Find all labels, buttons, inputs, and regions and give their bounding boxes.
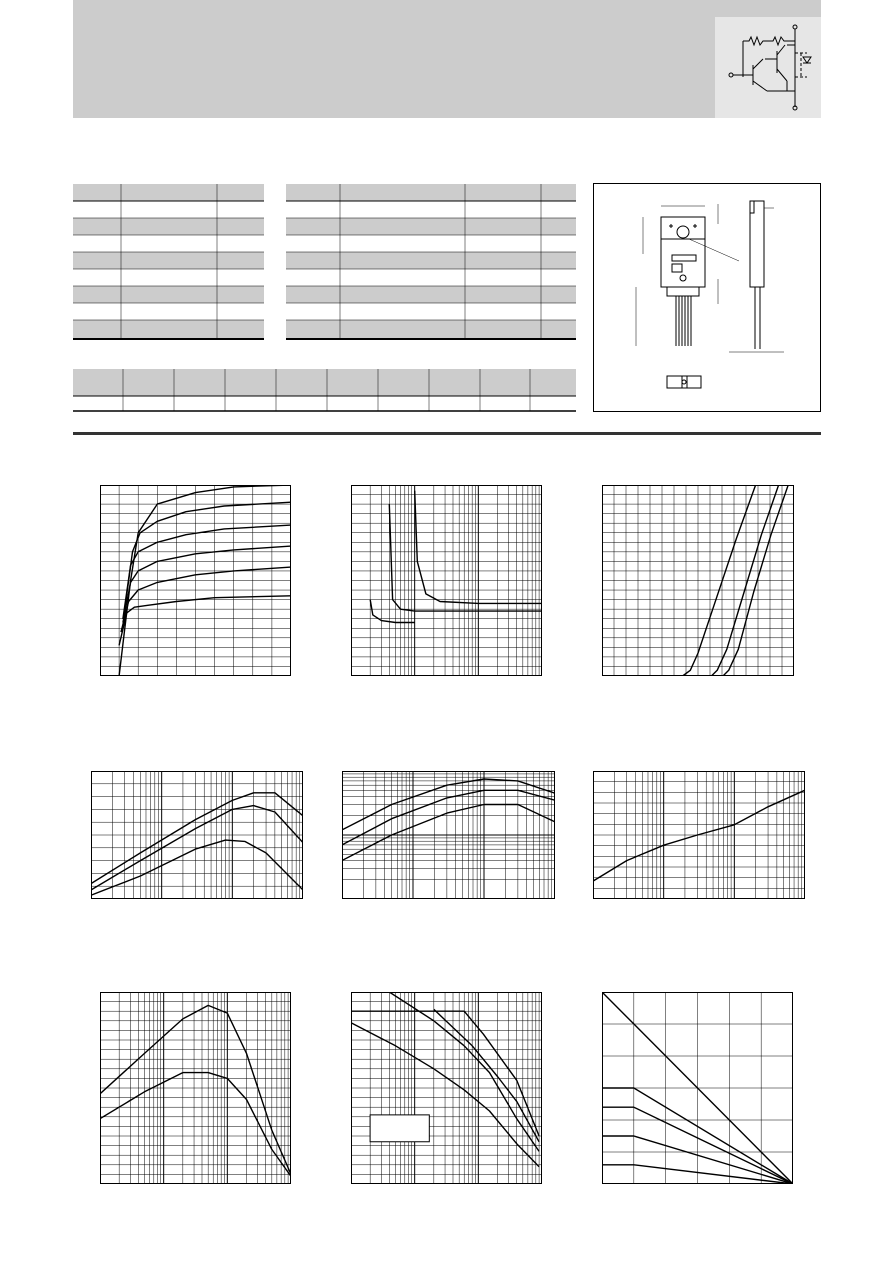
series-line-4: [434, 1009, 539, 1142]
chart-8-svg: [351, 992, 542, 1184]
chart-5: [342, 771, 555, 899]
chart-grid: [100, 992, 291, 1184]
chart-grid: [91, 771, 303, 899]
chart-9: [602, 992, 793, 1184]
characteristics-table: [286, 184, 576, 339]
chart-9-svg: [602, 992, 793, 1184]
chart-7-svg: [100, 992, 291, 1184]
series-line-2: [342, 790, 555, 845]
chart-7: [100, 992, 291, 1184]
chart-2: [351, 485, 542, 676]
series-line-1: [100, 1005, 291, 1174]
chart-grid: [351, 485, 542, 676]
chart-8: [351, 992, 542, 1184]
chart-4-svg: [91, 771, 303, 899]
chart-grid: [602, 485, 794, 676]
series-line-1: [593, 790, 805, 881]
series-line-3: [91, 840, 303, 895]
package-drawing-icon: [594, 184, 820, 411]
chart-inset-box: [370, 1115, 429, 1142]
chart-3: [602, 485, 794, 676]
series-line-4: [123, 546, 291, 622]
chart-1-svg: [100, 485, 291, 676]
chart-3-svg: [602, 485, 794, 676]
package-outline: [593, 183, 821, 412]
chart-1: [100, 485, 291, 676]
series-line-2: [389, 504, 542, 611]
classification-table: [73, 369, 576, 411]
chart-grid: [342, 771, 555, 899]
series-line-2: [125, 502, 291, 609]
chart-6-svg: [593, 771, 805, 899]
chart-2-svg: [351, 485, 542, 676]
series-line-1: [91, 793, 303, 884]
ratings-table: [73, 184, 264, 339]
chart-5-svg: [342, 771, 555, 899]
series-line-1: [370, 600, 415, 623]
chart-4: [91, 771, 303, 899]
section-divider: [73, 432, 821, 435]
chart-6: [593, 771, 805, 899]
